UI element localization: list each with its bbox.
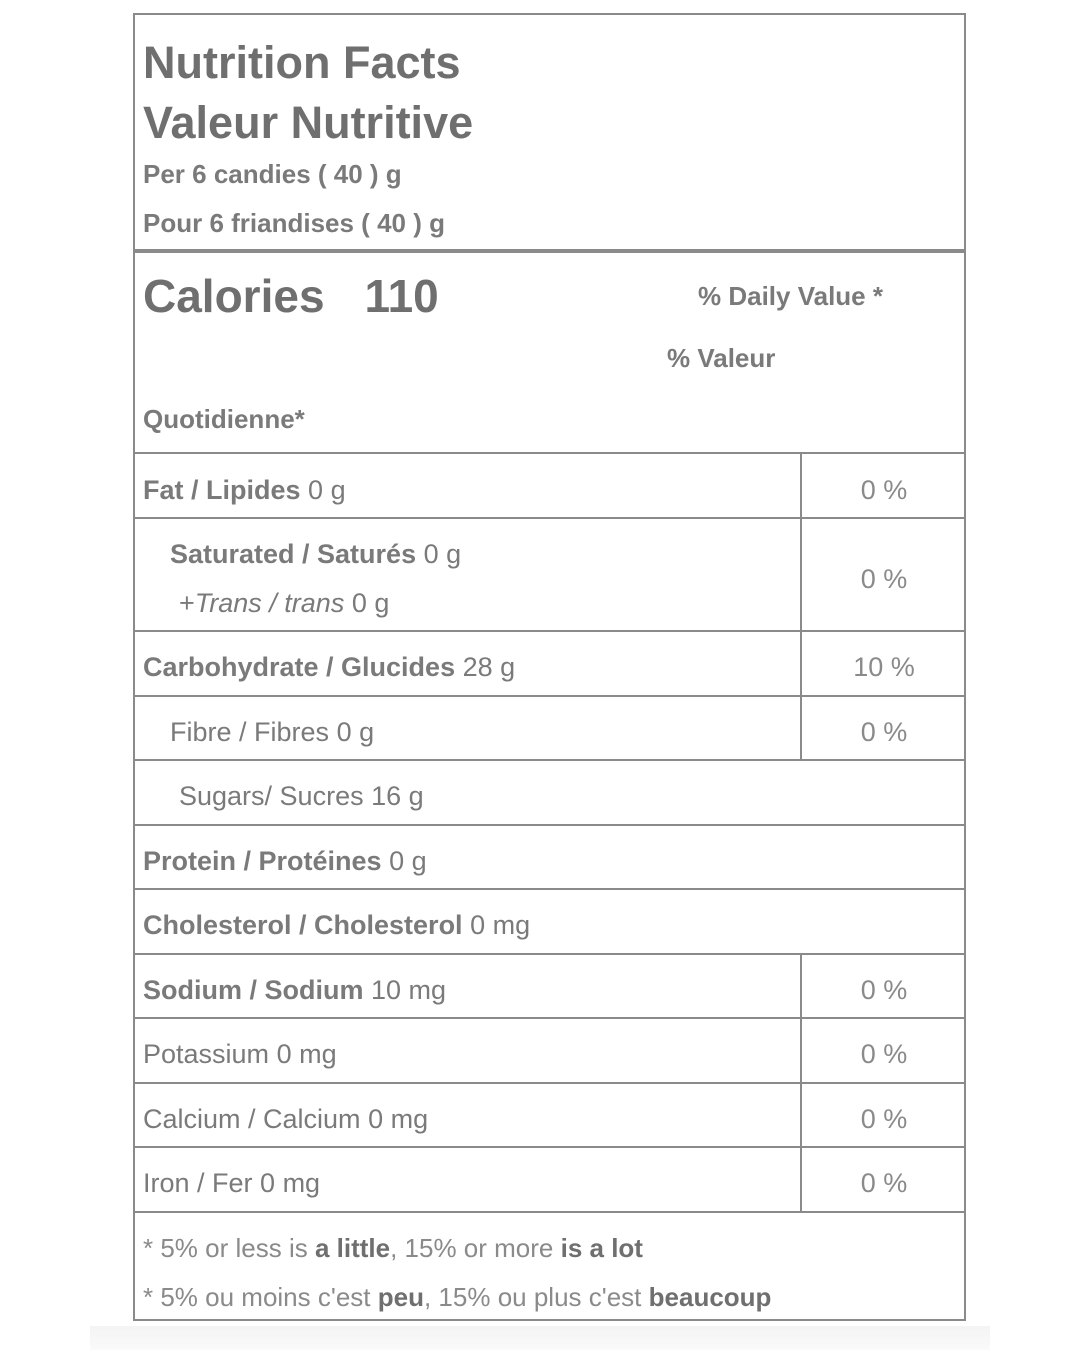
iron-row xyxy=(143,1168,320,1199)
carbohydrate-amount: 28 g xyxy=(462,652,516,682)
carbohydrate-row xyxy=(143,652,515,683)
iron-dv: 0 % xyxy=(860,1168,908,1198)
trans-prefix: + xyxy=(179,588,195,618)
divider xyxy=(135,1082,964,1084)
divider xyxy=(135,953,964,955)
nutrition-facts-table xyxy=(133,13,966,1321)
calories-value: 110 xyxy=(364,270,439,322)
saturated-row xyxy=(170,539,461,570)
serving-size-english: Per 6 candies ( 40 ) g xyxy=(143,159,402,189)
divider xyxy=(135,1211,964,1213)
sodium-amount: 10 mg xyxy=(371,975,447,1005)
header-divider xyxy=(135,249,964,253)
dv-column-divider xyxy=(800,695,802,759)
daily-value-heading-en: % Daily Value * xyxy=(698,281,883,311)
fat-row xyxy=(143,475,346,506)
calcium-row xyxy=(143,1104,428,1135)
serving-size-french: Pour 6 friandises ( 40 ) g xyxy=(143,208,445,238)
dv-column-divider xyxy=(800,452,802,695)
sodium-dv: 0 % xyxy=(860,975,908,1005)
divider xyxy=(135,630,964,632)
carbohydrate-name: Carbohydrate / Glucides xyxy=(143,652,456,682)
saturated-amount: 0 g xyxy=(423,539,462,569)
daily-value-heading-fr-cont: Quotidienne* xyxy=(143,404,305,434)
saturated-name: Saturated / Saturés xyxy=(170,539,417,569)
calcium-name: Calcium / Calcium xyxy=(143,1104,361,1134)
protein-row xyxy=(143,846,427,877)
bottom-shadow xyxy=(90,1326,990,1350)
sodium-row xyxy=(143,975,446,1006)
divider xyxy=(135,452,964,454)
cholesterol-row xyxy=(143,910,530,941)
sodium-name: Sodium / Sodium xyxy=(143,975,364,1005)
divider xyxy=(135,695,964,697)
fibre-dv: 0 % xyxy=(860,717,908,747)
daily-value-heading-fr: % Valeur xyxy=(667,343,776,373)
trans-name: Trans / trans xyxy=(194,588,345,618)
saturated-trans-dv: 0 % xyxy=(860,564,908,594)
carbohydrate-dv: 10 % xyxy=(853,652,915,682)
divider xyxy=(135,1017,964,1019)
fibre-row xyxy=(170,717,374,748)
calories-label: Calories xyxy=(143,270,325,322)
cholesterol-amount: 0 mg xyxy=(470,910,531,940)
calories-line xyxy=(143,269,439,323)
divider xyxy=(135,888,964,890)
title-english: Nutrition Facts xyxy=(143,37,461,88)
title-french: Valeur Nutritive xyxy=(143,97,474,148)
iron-name: Iron / Fer xyxy=(143,1168,253,1198)
trans-amount: 0 g xyxy=(351,588,390,618)
fat-amount: 0 g xyxy=(308,475,346,505)
potassium-name: Potassium xyxy=(143,1039,270,1069)
divider xyxy=(135,759,964,761)
fat-dv: 0 % xyxy=(860,475,908,505)
sugars-row xyxy=(179,781,424,812)
cholesterol-name: Cholesterol / Cholesterol xyxy=(143,910,463,940)
potassium-dv: 0 % xyxy=(860,1039,908,1069)
potassium-row xyxy=(143,1039,337,1070)
footnote-english: * 5% or less is a little, 15% or more is a lot xyxy=(143,1233,643,1263)
trans-row xyxy=(179,588,389,619)
fibre-amount: 0 g xyxy=(336,717,375,747)
sugars-amount: 16 g xyxy=(371,781,424,811)
potassium-amount: 0 mg xyxy=(276,1039,337,1069)
dv-column-divider xyxy=(800,953,802,1211)
footnote-french: * 5% ou moins c'est peu, 15% ou plus c'est beaucoup xyxy=(143,1282,772,1312)
divider xyxy=(135,517,964,519)
calcium-amount: 0 mg xyxy=(368,1104,429,1134)
iron-amount: 0 mg xyxy=(260,1168,321,1198)
protein-name: Protein / Protéines xyxy=(143,846,382,876)
divider xyxy=(135,1146,964,1148)
protein-amount: 0 g xyxy=(389,846,427,876)
fibre-name: Fibre / Fibres xyxy=(170,717,330,747)
calcium-dv: 0 % xyxy=(860,1104,908,1134)
fat-name: Fat / Lipides xyxy=(143,475,301,505)
sugars-name: Sugars/ Sucres xyxy=(179,781,364,811)
divider xyxy=(135,824,964,826)
